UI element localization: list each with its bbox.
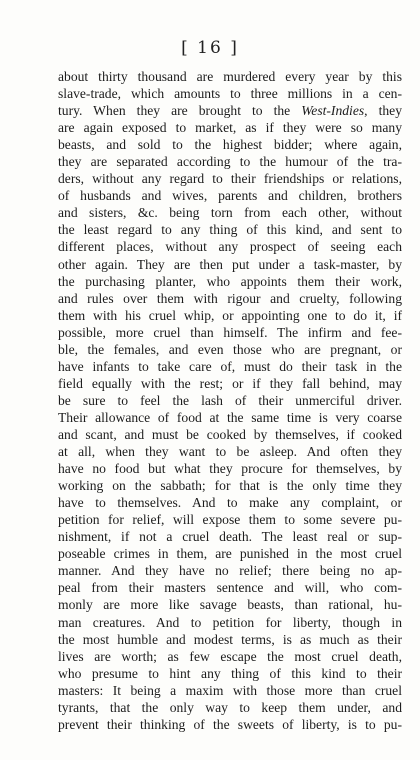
text-line: poseable crimes in them, are punished in the most cruel	[58, 546, 402, 562]
text-line: have to themselves. And to make any complaint, or	[58, 495, 402, 511]
text-line: tury. When they are brought to the West-Indies, they	[58, 103, 402, 119]
page-number: [ 16 ]	[181, 38, 239, 58]
text-line: possible, more cruel than himself. The infirm and fee-	[58, 324, 402, 340]
body-text	[58, 68, 402, 733]
text-line: man creatures. And to petition for liberty, though in	[58, 614, 402, 630]
text-line: prevent their thinking of the sweets of liberty, is to pu-	[58, 716, 402, 732]
text-line: ders, without any regard to their friendships or relations,	[58, 171, 402, 187]
text-line: other again. They are then put under a task-master, by	[58, 256, 402, 272]
text-line: nishment, if not a cruel death. The least real or sup-	[58, 529, 402, 545]
text-line: of husbands and wives, parents and children, brothers	[58, 188, 402, 204]
text-line: beasts, and sold to the highest bidder; where again,	[58, 137, 402, 153]
text-line: field equally with the rest; or if they fall behind, may	[58, 375, 402, 391]
text-line: the least regard to any thing of this kind, and sent to	[58, 222, 402, 238]
text-line: have infants to take care of, must do their task in the	[58, 358, 402, 374]
text-line: have no food but what they procure for themselves, by	[58, 461, 402, 477]
text-line: be sure to feel the lash of their unmerciful driver.	[58, 392, 402, 408]
text-line: ble, the females, and even those who are pregnant, or	[58, 341, 402, 357]
text-line: about thirty thousand are murdered every year by this	[58, 69, 402, 84]
italic-place-name: West-Indies	[301, 103, 365, 119]
text-line: petition for relief, will expose them to some severe pu-	[58, 512, 402, 528]
text-line: tyrants, that the only way to keep them under, and	[58, 699, 402, 715]
text-line: and rules over them with rigour and cruelty, following	[58, 290, 402, 306]
text-line: the most humble and modest terms, is as much as their	[58, 631, 402, 647]
text-line: lives are worth; as few escape the most cruel death,	[58, 648, 402, 664]
text-line: and sisters, &c. being torn from each other, without	[58, 205, 402, 221]
text-line: working on the sabbath; for that is the only time they	[58, 478, 402, 494]
text-line: slave-trade, which amounts to three millions in a cen-	[58, 86, 402, 102]
text-line: different places, without any prospect of seeing each	[58, 239, 402, 255]
text-line: Their allowance of food at the same time is very coarse	[58, 409, 402, 425]
text-line: and scant, and must be cooked by themselves, if cooked	[58, 426, 402, 442]
text-line: they are separated according to the humour of the tra-	[58, 154, 402, 170]
text-line: peal from their masters sentence and will, who com-	[58, 580, 402, 596]
text-line: the purchasing planter, who appoints them their work,	[58, 273, 402, 289]
text-line: manner. And they have no relief; there being no ap-	[58, 563, 402, 579]
text-line: monly are more like savage beasts, than rational, hu-	[58, 597, 402, 613]
text-line: who presume to hint any thing of this kind to their	[58, 665, 402, 681]
text-line: masters: It being a maxim with those more than cruel	[58, 682, 402, 698]
text-line: at all, when they want to be asleep. And often they	[58, 444, 402, 460]
text-line: are again exposed to market, as if they were so many	[58, 120, 402, 136]
text-line: them with his cruel whip, or appointing one to do it, if	[58, 307, 402, 323]
